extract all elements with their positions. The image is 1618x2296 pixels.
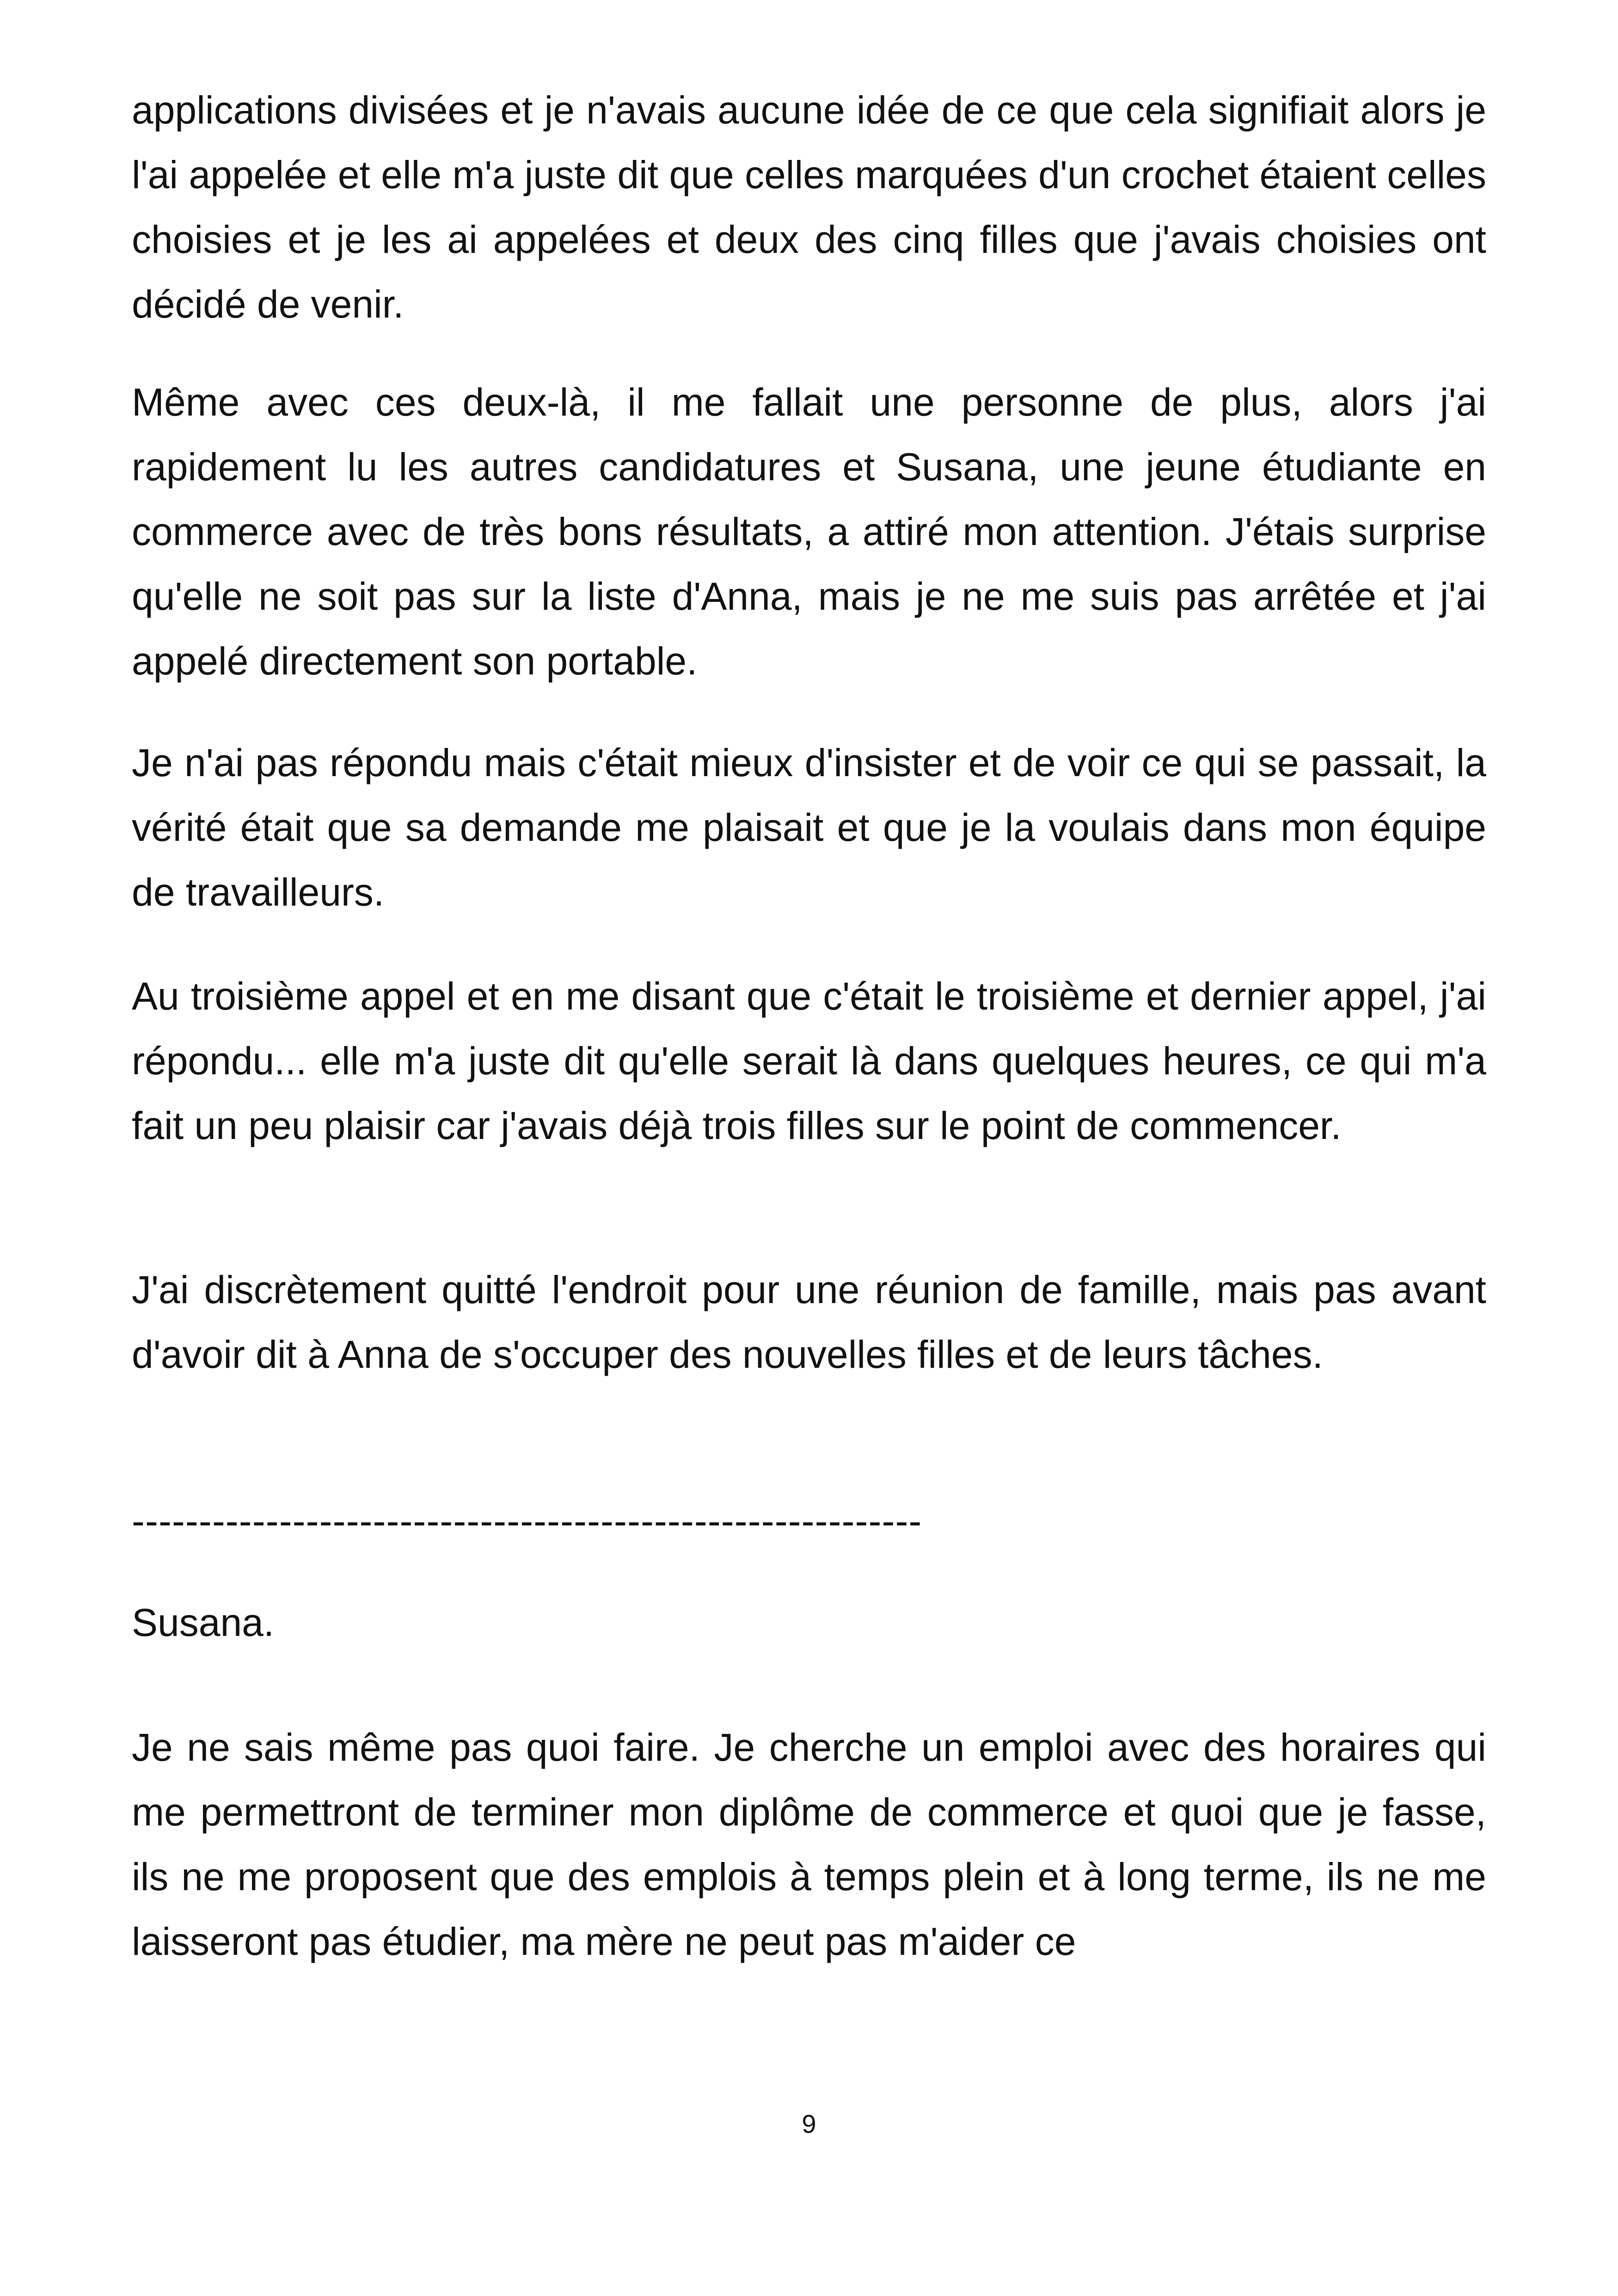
paragraph-4: Au troisième appel et en me disant que c'était le troisième et dernier appel, j'ai répondu... elle m'a juste dit qu'elle serait là dans quelques heures, ce qui m'a fait un peu plaisir car j'avais déjà trois filles sur le point de commencer. [132,974,1486,1147]
speaker-heading: Susana. [132,1601,275,1644]
paragraph-2: Même avec ces deux-là, il me fallait une personne de plus, alors j'ai rapidement lu les autres candidatures et Susana, une jeune étudiante en commerce avec de très bons résultats, a attiré mon attention. J'étais surprise qu'elle ne soit pas sur la liste d'Anna, mais je ne me suis pas arrêtée et j'ai appelé directement son portable. [132,380,1486,683]
page-number: 9 [802,2109,816,2138]
paragraph-1: applications divisées et je n'avais aucune idée de ce que cela signifiait alors je l'ai appelée et elle m'a juste dit que celles marquées d'un crochet étaient celles choisies et je les ai appelées et deux des cinq filles que j'avais choisies ont décidé de venir. [132,88,1486,326]
paragraph-5: J'ai discrètement quitté l'endroit pour une réunion de famille, mais pas avant d'avoir dit à Anna de s'occuper des nouvelles filles et de leurs tâches. [132,1268,1486,1376]
paragraph-6: Je ne sais même pas quoi faire. Je cherche un emploi avec des horaires qui me permettront de terminer mon diplôme de commerce et quoi que je fasse, ils ne me proposent que des emplois à temps plein et à long terme, ils ne me laisseront pas étudier, ma mère ne peut pas m'aider ce [132,1726,1486,1963]
paragraph-3: Je n'ai pas répondu mais c'était mieux d'insister et de voir ce qui se passait, la vérité était que sa demande me plaisait et que je la voulais dans mon équipe de travailleurs. [132,741,1486,914]
section-separator: ----------------------------------------------------------- [132,1499,922,1543]
